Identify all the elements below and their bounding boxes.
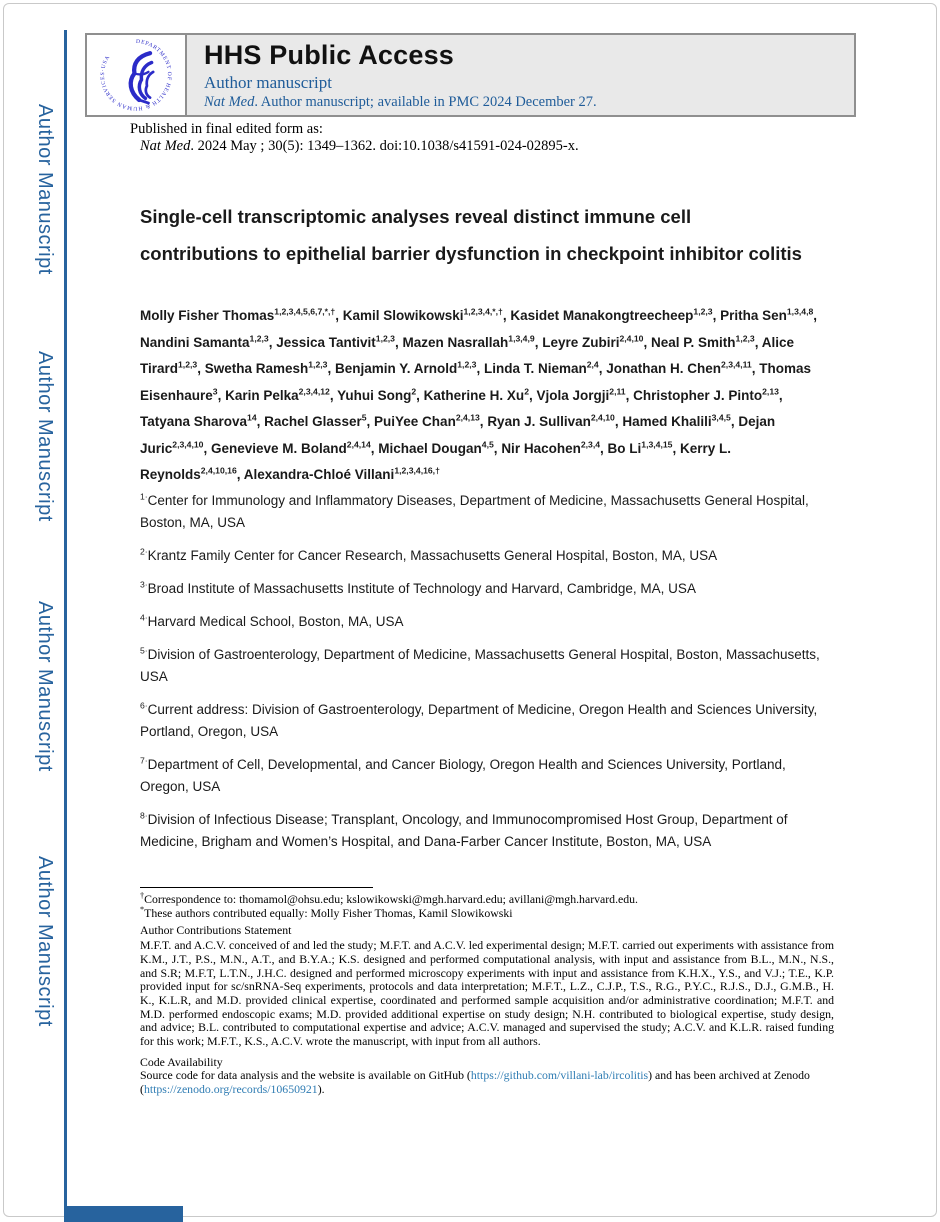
author: Mazen Nasrallah$^{1,3,4,9}$,: [402, 333, 543, 350]
author: [244, 467, 440, 482]
affiliation: [140, 809, 832, 853]
author-name: Jonathan H. Chen: [606, 361, 722, 376]
author-contributions-text: M.F.T. and A.C.V. conceived of and led the study; M.F.T. and A.C.V. led experimental design; M.F.T. carried out experiments with assistance from K.M., J.T., P.S., M.N., A.T., and B.Y.A.; K.S. designed and performed computational analysis, with input and assistance from B.L., M.N., N.S., and S.R; M.F.T, L.T.N., J.H.C. designed and performed microscopy experiments with input and assistance from K.H.X., Y.S., and V.J.; T.E., K.P. provided input for sc/snRNA-Seq experiments, protocols and data interpretation; M.F.T., L.Z., C.J.P., T.S., R.G., P.Y.C., R.J.S., D.J., G.M.B., H. K., K.L.R, and M.D. provided clinical expertise, coordinated and performed sample acquisition and/or administrative coordination; M.F.T. and M.D. performed endoscopic exams; M.D. provided additional expertise on study design; N.H. contributed to biological expertise, study design, and advice; B.L. contributed to computational expertise and advice; A.C.V. managed and supervised the study; A.C.V. and K.L.R. raised funding for this work; M.F.T., K.S., A.C.V. wrote the manuscript, with input from all authors.: [140, 938, 834, 1049]
sidebar-label-author-manuscript: Author Manuscript: [34, 104, 56, 275]
author-affiliation-sup: 2,13: [762, 386, 779, 396]
author-name: Dejan Juric: [140, 414, 776, 456]
author-affiliation-sup: 3,4,5: [711, 412, 731, 423]
author-affiliation-sup: 1,3,4,15: [641, 439, 673, 449]
journal-name: Nat Med: [204, 94, 255, 110]
author-name: Genevieve M. Boland: [210, 440, 347, 456]
affiliation-text: Division of Gastroenterology, Department of Medicine, Massachusetts General Hospital, Boston, Massachusetts, USA: [140, 647, 820, 684]
author-name: Alexandra-Chloé Villani: [243, 467, 395, 482]
author-affiliation-sup: 2,4,13: [455, 412, 480, 423]
author-affiliation-sup: 2,4,10: [619, 333, 644, 343]
author-name: Rachel Glasser: [264, 414, 362, 429]
author: Jonathan H. Chen$^{2,3,4,11}$,: [606, 359, 760, 376]
affiliation-number: 5·: [140, 645, 148, 656]
author-affiliation-sup: 1,3,4,8: [786, 306, 814, 317]
citation-block: [130, 121, 579, 155]
affiliation-text: Current address: Division of Gastroenterology, Department of Medicine, Oregon Health and Sciences University, Portland, Oregon, USA: [140, 702, 818, 739]
author-manuscript-subtitle: Author manuscript: [204, 73, 332, 92]
author-affiliation-sup: 1,3,4,9: [508, 333, 535, 343]
author-name: Karin Pelka: [225, 387, 299, 403]
author-affiliation-sup: 2: [524, 386, 529, 396]
author-affiliation-sup: 2,4,14: [346, 439, 371, 449]
author-affiliation-sup: 1,2,3,4,16,†: [394, 465, 440, 476]
author: Benjamin Y. Arnold$^{1,2,3}$,: [334, 359, 484, 376]
affiliation: [140, 611, 832, 633]
author: Kasidet Manakongtreecheep$^{1,2,3}$,: [510, 306, 721, 323]
dagger-marker: †: [140, 891, 145, 901]
author: Bo Li$^{1,3,4,15}$,: [607, 439, 680, 456]
affiliation-number: 6·: [140, 700, 148, 711]
hhs-header: [85, 33, 856, 117]
author-name: Tatyana Sharova: [140, 414, 248, 429]
author: Yuhui Song$^2$,: [337, 386, 424, 403]
author-name: PuiYee Chan: [374, 414, 456, 429]
affiliation-number: 7·: [140, 755, 148, 766]
author: PuiYee Chan$^{2,4,13}$,: [374, 412, 488, 429]
author-name: Mazen Nasrallah: [402, 334, 509, 350]
footnotes-block: [140, 893, 834, 1097]
affiliation-text: Division of Infectious Disease; Transplant, Oncology, and Immunocompromised Host Group, Department of Medicine, Brigham and Women’s Hospital, and Dana-Farber Cancer Institute, Boston, MA, USA: [140, 812, 788, 849]
author-name: Molly Fisher Thomas: [140, 308, 275, 323]
author: Katherine H. Xu$^2$,: [423, 386, 537, 403]
affiliation-number: 4·: [140, 612, 148, 623]
author-name: Linda T. Nieman: [483, 361, 587, 376]
author-affiliation-sup: 2,4,10,16: [200, 465, 237, 476]
author-name: Swetha Ramesh: [204, 361, 309, 376]
author-affiliation-sup: 2: [411, 386, 417, 396]
author-affiliation-sup: 2,3,4,12: [298, 386, 330, 396]
author-name: Nandini Samanta: [140, 334, 250, 350]
hhs-logo-box: [87, 35, 187, 115]
zenodo-link[interactable]: https://zenodo.org/records/10650921: [143, 1082, 318, 1097]
author-name: Neal P. Smith: [650, 334, 736, 350]
affiliation: [140, 699, 832, 743]
asterisk-marker: *: [140, 904, 145, 914]
affiliation: [140, 578, 832, 600]
author-name: Bo Li: [607, 440, 642, 456]
author: Kamil Slowikowski$^{1,2,3,4,*,\dagger}$,: [342, 306, 511, 323]
author-name: Kasidet Manakongtreecheep: [510, 308, 694, 323]
hhs-header-text: [187, 35, 597, 115]
author: Genevieve M. Boland$^{2,4,14}$,: [210, 439, 379, 456]
author: Tatyana Sharova$^{14}$,: [140, 412, 265, 429]
affiliation-number: 1·: [140, 491, 148, 502]
author: Pritha Sen$^{1,3,4,8}$,: [720, 306, 818, 323]
author-affiliation-sup: 2,4: [586, 359, 599, 370]
sidebar-label-author-manuscript: Author Manuscript: [34, 856, 56, 1027]
author: Neal P. Smith$^{1,2,3}$,: [650, 333, 762, 350]
code-text: ).: [317, 1082, 325, 1097]
author-name: Thomas Eisenhaure: [140, 361, 811, 403]
author-affiliation-sup: 2,3,4: [580, 439, 601, 449]
author-affiliation-sup: 2,3,4,10: [172, 439, 204, 449]
next-page-sidebar-bar: [64, 1206, 183, 1222]
affiliation-text: Krantz Family Center for Cancer Research, Massachusetts General Hospital, Boston, MA, USA: [147, 548, 718, 563]
author-name: Michael Dougan: [378, 440, 482, 456]
code-text: Source code for data analysis and the website is available on GitHub (: [140, 1068, 471, 1083]
author-affiliation-sup: 1,2,3: [375, 333, 395, 343]
author-name: Yuhui Song: [337, 387, 412, 403]
svg-text:DEPARTMENT OF HEALTH & HUMAN S: DEPARTMENT OF HEALTH & HUMAN SERVICES·USA: [99, 38, 173, 112]
sidebar-label-author-manuscript: Author Manuscript: [34, 351, 56, 522]
author-affiliation-sup: 5: [361, 412, 367, 423]
footnote-divider: [140, 887, 373, 888]
sidebar-label-author-manuscript: Author Manuscript: [34, 601, 56, 772]
author-name: Kamil Slowikowski: [342, 308, 464, 323]
author: Thomas Eisenhaure$^3$,: [140, 361, 811, 403]
author: Karin Pelka$^{2,3,4,12}$,: [225, 386, 338, 403]
author: Molly Fisher Thomas$^{1,2,3,4,5,6,7,*,\dagger}$,: [140, 306, 343, 323]
author: Vjola Jorgji$^{2,11}$,: [536, 386, 634, 403]
affiliation-text: Department of Cell, Developmental, and Cancer Biology, Oregon Health and Sciences University, Portland, Oregon, USA: [140, 757, 786, 794]
author-affiliation-sup: 2,3,4,11: [721, 359, 752, 370]
author-affiliation-sup: 1,2,3,4,*,†: [463, 306, 503, 317]
author-name: Christopher J. Pinto: [633, 387, 763, 403]
author: Ryan J. Sullivan$^{2,4,10}$,: [487, 412, 623, 429]
affiliation-number: 8·: [140, 810, 148, 821]
author-affiliation-sup: 2,4,10: [590, 412, 615, 423]
code-text: ) and has been archived at Zenodo (: [140, 1068, 810, 1097]
author: Swetha Ramesh$^{1,2,3}$,: [204, 359, 335, 376]
affiliation-number: 3·: [140, 579, 148, 590]
author: Linda T. Nieman$^{2,4}$,: [483, 359, 607, 376]
author: Michael Dougan$^{4,5}$,: [378, 439, 502, 456]
author: Jessica Tantivit$^{1,2,3}$,: [276, 333, 403, 350]
author-affiliation-sup: 1,2,3,4,5,6,7,*,†: [274, 306, 336, 317]
author-list: [140, 303, 826, 489]
affiliation: [140, 754, 832, 798]
author: Hamed Khalili$^{3,4,5}$,: [622, 412, 739, 429]
affiliation: [140, 490, 832, 534]
affiliation: [140, 644, 832, 688]
affiliation-text: Broad Institute of Massachusetts Institute of Technology and Harvard, Cambridge, MA, USA: [147, 581, 696, 596]
author-affiliation-sup: 1,2,3: [308, 359, 328, 370]
correspondence-line: [140, 893, 834, 907]
sidebar-divider-line: [64, 30, 67, 1210]
author-name: Jessica Tantivit: [276, 334, 376, 350]
author-contributions-heading: Author Contributions Statement: [140, 923, 292, 938]
availability-text: . Author manuscript; available in PMC 2024 December 27.: [254, 94, 597, 110]
journal-name: Nat Med: [140, 138, 191, 154]
author-affiliation-sup: 1,2,3: [693, 306, 713, 317]
author-affiliation-sup: 14: [247, 412, 257, 423]
author: Nir Hacohen$^{2,3,4}$,: [501, 439, 608, 456]
author-affiliation-sup: 1,2,3: [457, 359, 477, 370]
pmc-availability-line: [204, 94, 597, 111]
author: Christopher J. Pinto$^{2,13}$,: [633, 386, 783, 403]
author: Rachel Glasser$^5$,: [264, 412, 375, 429]
author: Alice Tirard$^{1,2,3}$,: [140, 334, 795, 376]
author-name: Ryan J. Sullivan: [487, 414, 591, 429]
github-link[interactable]: https://github.com/villani-lab/ircolitis: [470, 1068, 649, 1083]
author-name: Pritha Sen: [720, 308, 787, 323]
article-title: Single-cell transcriptomic analyses reveal distinct immune cell contributions to epithelial barrier dysfunction in checkpoint inhibitor colitis: [140, 206, 802, 264]
author-affiliation-sup: 3: [212, 386, 218, 396]
affiliation: [140, 545, 832, 567]
author-name: Alice Tirard: [140, 334, 795, 376]
hhs-eagle-logo-icon: [97, 36, 175, 114]
author: Nandini Samanta$^{1,2,3}$,: [140, 333, 277, 350]
reference-text: . 2024 May ; 30(5): 1349–1362. doi:10.1038/s41591-024-02895-x.: [190, 138, 579, 154]
author: Leyre Zubiri$^{2,4,10}$,: [542, 333, 651, 350]
author: Kerry L. Reynolds$^{2,4,10,16}$,: [140, 440, 732, 482]
journal-reference: [140, 138, 579, 155]
author-affiliation-sup: 1,2,3: [249, 333, 269, 343]
author-affiliation-sup: 4,5: [481, 439, 494, 449]
affiliation-text: Center for Immunology and Inflammatory Diseases, Department of Medicine, Massachusetts General Hospital, Boston, MA, USA: [140, 493, 809, 530]
author-name: Kerry L. Reynolds: [140, 440, 732, 482]
author-name: Nir Hacohen: [501, 440, 581, 456]
equal-contribution-line: [140, 904, 834, 921]
affiliation-list: [140, 490, 832, 864]
correspondence-text: Correspondence to: thomamol@ohsu.edu; kslowikowski@mgh.harvard.edu; avillani@mgh.harvard.edu.: [144, 892, 639, 906]
affiliation-text: Harvard Medical School, Boston, MA, USA: [147, 614, 404, 629]
author-affiliation-sup: 2,11: [609, 386, 626, 396]
author-name: Vjola Jorgji: [536, 387, 610, 403]
equal-contribution-text: These authors contributed equally: Molly Fisher Thomas, Kamil Slowikowski: [144, 905, 513, 920]
author-name: Katherine H. Xu: [423, 387, 525, 403]
author: Dejan Juric$^{2,3,4,10}$,: [140, 414, 776, 456]
author-affiliation-sup: 1,2,3: [178, 359, 198, 370]
code-availability-heading: Code Availability: [140, 1054, 223, 1069]
hhs-public-access-title: HHS Public Access: [204, 40, 454, 70]
author-affiliation-sup: 1,2,3: [735, 333, 755, 343]
author-name: Leyre Zubiri: [542, 334, 620, 350]
code-availability-text: [140, 1069, 834, 1096]
published-in-line: Published in final edited form as:: [130, 121, 323, 137]
author-name: Hamed Khalili: [622, 414, 712, 429]
affiliation-number: 2·: [140, 546, 148, 557]
author-name: Benjamin Y. Arnold: [334, 361, 458, 376]
